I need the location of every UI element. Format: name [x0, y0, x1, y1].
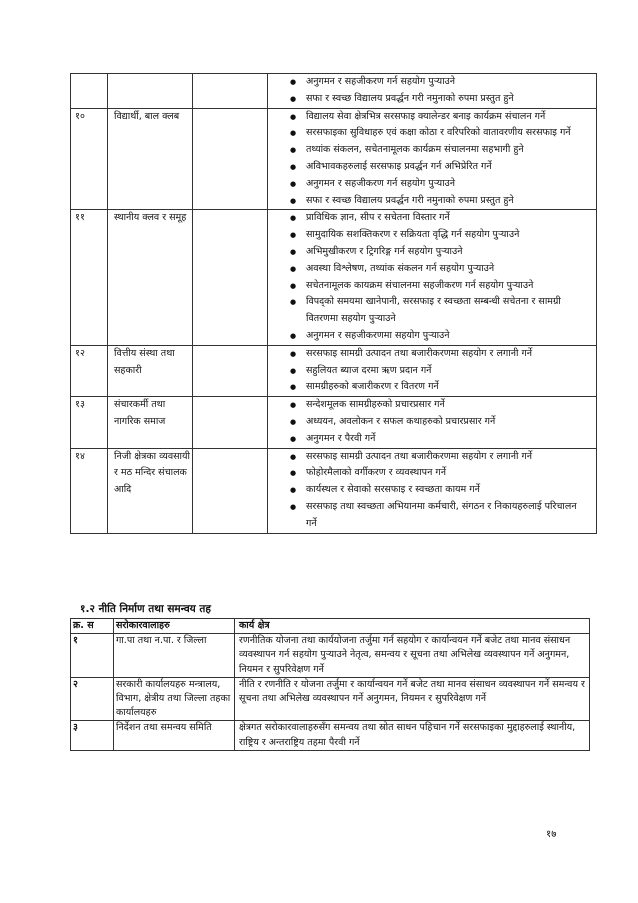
responsibility-cell [268, 74, 597, 109]
stakeholder-name: स्थानीय क्लव र समूह [108, 210, 193, 345]
stakeholder-name: विद्यार्थी, बाल क्लब [108, 108, 193, 210]
work-area-cell: रणनीतिक योजना तथा कार्ययोजना तर्जुमा गर्न सहयोग र कार्यान्वयन गर्ने बजेट तथा मानव संसाधन व्यवस्थापन गर्न सहयोग पुऱ्याउने नेतृत्व, समन्वय र सूचना तथा अभिलेख व्यवस्थापन गर्ने अनुगमन, नियमन र सुपरिवेक्षण गर्ने [235, 634, 590, 678]
table-row [71, 345, 597, 396]
list-item: ● अविभावकहरुलाई सरसफाइ प्रवर्द्धन गर्न अभिप्रेरित गर्ने [290, 159, 590, 176]
responsibility-list [290, 346, 590, 396]
row-number: ३ [71, 721, 114, 750]
header-work-area: कार्य क्षेत्र [235, 619, 590, 634]
row-number: १३ [71, 397, 108, 448]
policy-coordination-table [70, 618, 590, 751]
responsibility-list [290, 449, 590, 533]
list-item: ● अनुगमन र सहजीकरण गर्न सहयोग पुऱ्याउने [290, 176, 590, 193]
list-item: ● विपद्को समयमा खानेपानी, सरसफाइ र स्वच्छता सम्बन्धी सचेतना र सामग्री वितरणमा सहयोग पुऱ्याउने [290, 294, 590, 328]
work-area-cell: क्षेत्रगत सरोकारवालाहरुसँग समन्वय तथा स्रोत साधन पहिचान गर्ने सरसफाइका मुद्दाहरुलाई स्थानीय, राष्ट्रिय र अन्तराष्ट्रिय तहमा पैरवी गर्ने [235, 721, 590, 750]
responsibility-cell [268, 397, 597, 448]
list-item: ● अनुगमन र पैरवी गर्ने [290, 431, 590, 448]
list-item: ● सरसफाइ तथा स्वच्छता अभियानमा कर्मचारी, संगठन र निकायहरुलाई परिचालन गर्ने [290, 499, 590, 533]
blank-cell [193, 448, 268, 533]
list-item: ● तथ्यांक संकलन, सचेतनामूलक कार्यक्रम संचालनमा सहभागी हुने [290, 142, 590, 159]
list-item: ● सरसफाइ सामग्री उत्पादन तथा बजारीकरणमा सहयोग र लगानी गर्ने [290, 449, 590, 466]
blank-cell [193, 108, 268, 210]
row-number: १ [71, 634, 114, 678]
blank-cell [193, 397, 268, 448]
responsibility-cell [268, 210, 597, 345]
stakeholder-name: संचारकर्मी तथा नागरिक समाज [108, 397, 193, 448]
stakeholder-name [108, 74, 193, 109]
list-item: ● सफा र स्वच्छ विद्यालय प्रवर्द्धन गरी नमुनाको रुपमा प्रस्तुत हुने [290, 91, 590, 108]
table-row [71, 634, 590, 678]
list-item: ● कार्यस्थल र सेवाको सरसफाइ र स्वच्छता कायम गर्ने [290, 482, 590, 499]
row-number [71, 74, 108, 109]
table-header-row [71, 619, 590, 634]
list-item: ● विद्यालय सेवा क्षेत्रभित्र सरसफाइ क्यालेन्डर बनाइ कार्यक्रम संचालन गर्ने [290, 109, 590, 126]
table-row [71, 74, 597, 109]
list-item: ● सहुलियत ब्याज दरमा ऋण प्रदान गर्ने [290, 363, 590, 380]
list-item: ● सामुदायिक सशक्तिकरण र सक्रियता वृद्धि गर्न सहयोग पुऱ्याउने [290, 227, 590, 244]
section-heading: १.२ नीति निर्माण तथा समन्वय तह [80, 603, 211, 615]
stakeholder-name: वित्तीय संस्था तथा सहकारी [108, 345, 193, 396]
stakeholder-name: सरकारी कार्यालयहरु मन्त्रालय, विभाग, क्षेत्रीय तथा जिल्ला तहका कार्यालयहरु [114, 677, 235, 721]
stakeholder-name: निर्देशन तथा समन्वय समिति [114, 721, 235, 750]
table-row [71, 448, 597, 533]
row-number: १४ [71, 448, 108, 533]
work-area-cell: नीति र रणनीति र योजना तर्जुमा र कार्यान्वयन गर्ने बजेट तथा मानव संसाधन व्यवस्थापन गर्ने समन्वय र सूचना तथा अभिलेख व्यवस्थापन गर्ने अनुगमन, नियमन र सुपरिवेक्षण गर्ने [235, 677, 590, 721]
responsibility-list [290, 109, 590, 210]
responsibility-cell [268, 345, 597, 396]
list-item: ● अवस्था विश्लेषण, तथ्यांक संकलन गर्न सहयोग पुऱ्याउने [290, 261, 590, 278]
row-number: १२ [71, 345, 108, 396]
list-item: ● सचेतनामूलक कायक्रम संचालनमा सहजीकरण गर्न सहयोग पुऱ्याउने [290, 278, 590, 295]
table-row [71, 210, 597, 345]
table-row [71, 397, 597, 448]
blank-cell [193, 210, 268, 345]
table-row [71, 721, 590, 750]
stakeholder-roles-table [70, 73, 597, 534]
responsibility-cell [268, 448, 597, 533]
page-number: १७ [546, 829, 557, 840]
list-item: ● सन्देशमूलक सामग्रीहरुको प्रचारप्रसार गर्ने [290, 397, 590, 414]
list-item: ● प्राविधिक ज्ञान, सीप र सचेतना विस्तार गर्ने [290, 210, 590, 227]
header-stakeholders: सरोकारवालाहरु [114, 619, 235, 634]
list-item: ● अभिमुखीकरण र ट्रिगरिङ्ग गर्न सहयोग पुऱ्याउने [290, 244, 590, 261]
list-item: ● सरसफाइ सामग्री उत्पादन तथा बजारीकरणमा सहयोग र लगानी गर्ने [290, 346, 590, 363]
blank-cell [193, 74, 268, 109]
blank-cell [193, 345, 268, 396]
list-item: ● अध्ययन, अवलोकन र सफल कथाहरुको प्रचारप्रसार गर्ने [290, 414, 590, 431]
table-row [71, 677, 590, 721]
row-number: १० [71, 108, 108, 210]
responsibility-cell [268, 108, 597, 210]
header-serial: क्र. स [71, 619, 114, 634]
list-item: ● अनुगमन र सहजीकरणमा सहयोग पुऱ्याउने [290, 328, 590, 345]
list-item: ● सफा र स्वच्छ विद्यालय प्रवर्द्धन गरी नमुनाको रुपमा प्रस्तुत हुने [290, 193, 590, 210]
list-item: ● फोहोरमैलाको वर्गीकरण र व्यवस्थापन गर्ने [290, 465, 590, 482]
stakeholder-name: निजी क्षेत्रका व्यवसायी र मठ मन्दिर संचालक आदि [108, 448, 193, 533]
list-item: ● अनुगमन र सहजीकरण गर्न सहयोग पुऱ्याउने [290, 74, 590, 91]
row-number: २ [71, 677, 114, 721]
table-row [71, 108, 597, 210]
responsibility-list [290, 74, 590, 108]
stakeholder-name: गा.पा तथा न.पा. र जिल्ला [114, 634, 235, 678]
list-item: ● सरसफाइका सुविधाहरु एवं कक्षा कोठा र वरिपरिको वातावरणीय सरसफाइ गर्ने [290, 125, 590, 142]
row-number: ११ [71, 210, 108, 345]
responsibility-list [290, 397, 590, 447]
list-item: ● सामग्रीहरुको बजारीकरण र वितरण गर्ने [290, 379, 590, 396]
responsibility-list [290, 210, 590, 344]
